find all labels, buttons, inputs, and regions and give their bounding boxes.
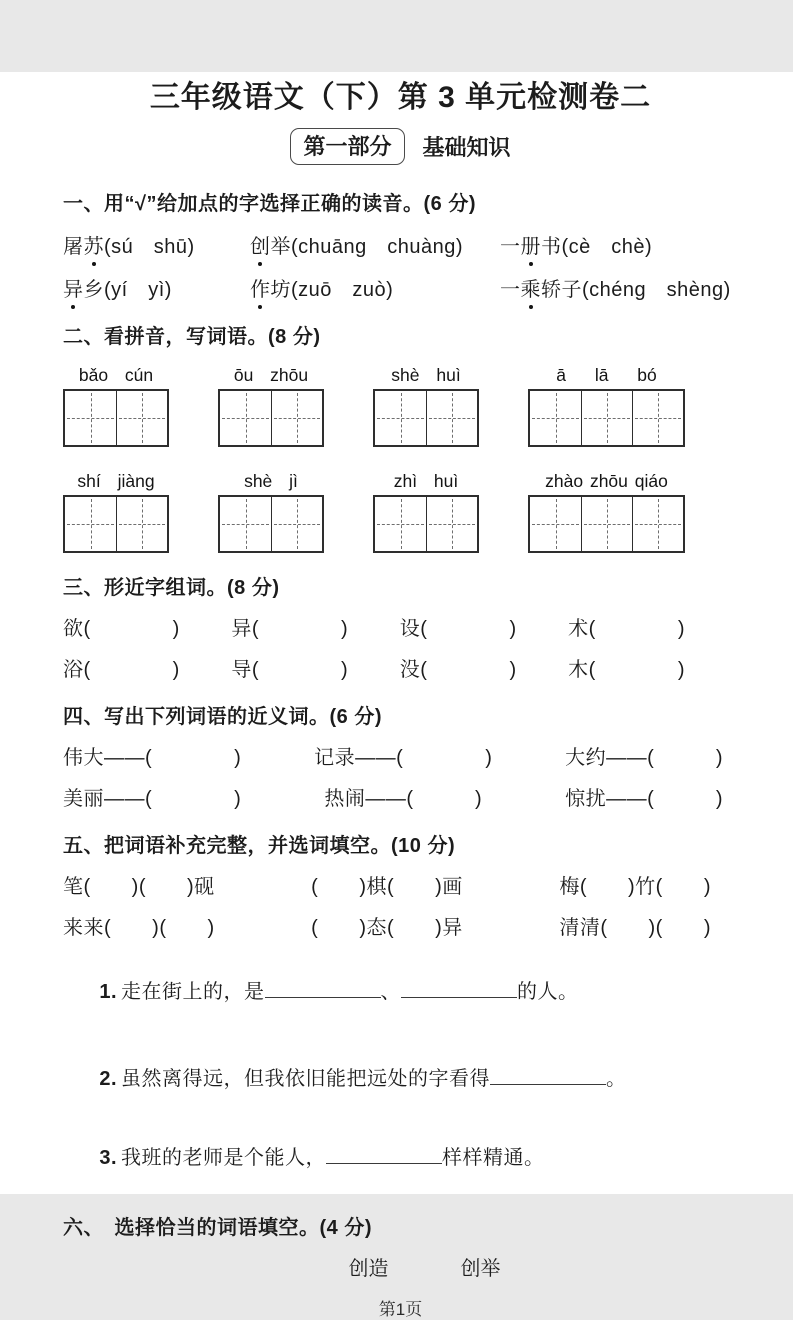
word-blank-item: 导( ) bbox=[231, 659, 349, 681]
section-4-row-1 bbox=[63, 741, 723, 770]
idiom-completion-item: ( )态( )异 bbox=[311, 917, 463, 939]
phrase-dotted-char: 作 bbox=[250, 273, 271, 302]
synonym-item: 惊扰——( ) bbox=[565, 788, 723, 810]
writing-cell bbox=[632, 391, 683, 445]
writing-cell bbox=[65, 391, 116, 445]
paper-content bbox=[0, 72, 793, 1320]
phrase-post: 书(cè chè) bbox=[541, 236, 653, 258]
writing-cell bbox=[426, 497, 477, 551]
pinyin-label: shí jiàng bbox=[77, 471, 155, 491]
fill-blank-line bbox=[490, 1064, 606, 1085]
pinyin-grid-group bbox=[63, 365, 169, 447]
fill-blank-line bbox=[326, 1143, 442, 1164]
pinyin-label: ōu zhōu bbox=[233, 365, 309, 385]
pinyin-grid-group bbox=[63, 471, 169, 553]
writing-cell bbox=[220, 497, 271, 551]
phonetic-item bbox=[500, 230, 652, 259]
idiom-completion-item: ( )棋( )画 bbox=[311, 876, 463, 898]
pinyin-label: shè huì bbox=[391, 365, 461, 385]
sentence-text: 。 bbox=[606, 1068, 627, 1090]
section-4-row-2 bbox=[63, 782, 723, 811]
pinyin-grid-row-2 bbox=[63, 471, 685, 553]
writing-cell bbox=[632, 497, 683, 551]
phrase-pre: 屠 bbox=[63, 236, 84, 258]
word-blank-item: 设( ) bbox=[399, 618, 517, 640]
page-title: 三年级语文（下）第 3 单元检测卷二 bbox=[149, 81, 652, 114]
synonym-item: 美丽——( ) bbox=[63, 788, 242, 810]
sentence-text: 走在街上的，是 bbox=[121, 981, 265, 1003]
phrase-dotted-char: 苏 bbox=[84, 230, 105, 259]
pinyin-grid-group bbox=[528, 471, 685, 553]
pinyin-label: shè jì bbox=[244, 471, 298, 491]
sentence-text: 我班的老师是个能人， bbox=[121, 1147, 327, 1169]
option-word: 创造 bbox=[348, 1258, 389, 1280]
phrase-post: 乡(yí yì) bbox=[83, 279, 172, 301]
section-2-heading: 二、看拼音，写词语。(8 分) bbox=[63, 326, 321, 348]
section-3-heading: 三、形近字组词。(8 分) bbox=[63, 577, 280, 599]
writing-grid bbox=[528, 389, 685, 447]
sentence-text: 、 bbox=[380, 981, 402, 1003]
word-blank-item: 异( ) bbox=[231, 618, 349, 640]
section-3-row-2 bbox=[63, 653, 685, 682]
pinyin-grid-group bbox=[373, 471, 479, 553]
phonetic-item bbox=[250, 273, 500, 302]
phrase-dotted-char: 异 bbox=[63, 273, 84, 302]
writing-grid bbox=[218, 389, 324, 447]
option-word: 创举 bbox=[460, 1258, 501, 1280]
idiom-completion-item: 笔( )( )砚 bbox=[63, 876, 215, 898]
writing-grid bbox=[63, 389, 169, 447]
pinyin-grid-row-1 bbox=[63, 365, 685, 447]
phrase-dotted-char: 创 bbox=[250, 230, 271, 259]
idiom-completion-item: 清清( )( ) bbox=[559, 917, 711, 939]
part-badge: 第一部分 bbox=[290, 128, 404, 165]
phonetic-item bbox=[500, 273, 731, 302]
word-blank-item: 欲( ) bbox=[63, 618, 180, 640]
section-1-heading: 一、用“√”给加点的字选择正确的读音。(6 分) bbox=[63, 193, 476, 215]
writing-cell bbox=[530, 497, 581, 551]
writing-cell bbox=[581, 391, 632, 445]
section-4-heading: 四、写出下列词语的近义词。(6 分) bbox=[63, 706, 382, 728]
synonym-item: 热闹——( ) bbox=[324, 788, 483, 810]
phrase-pre: 一 bbox=[500, 236, 521, 258]
synonym-item: 记录——( ) bbox=[314, 747, 493, 769]
phrase-post: 坊(zuō zuò) bbox=[270, 279, 394, 301]
writing-cell bbox=[220, 391, 271, 445]
fill-sentence-2 bbox=[63, 1039, 738, 1114]
pinyin-label: zhì huì bbox=[393, 471, 459, 491]
part-header bbox=[63, 128, 738, 165]
writing-cell bbox=[375, 497, 426, 551]
pinyin-label: zhào zhōu qiáo bbox=[545, 471, 668, 491]
writing-grid bbox=[528, 495, 685, 553]
phonetic-item bbox=[63, 230, 250, 259]
sentence-text: 样样精通。 bbox=[442, 1147, 545, 1169]
phrase-post: 轿子(chéng shèng) bbox=[541, 279, 731, 301]
writing-cell bbox=[581, 497, 632, 551]
writing-grid bbox=[63, 495, 169, 553]
writing-cell bbox=[271, 497, 322, 551]
word-blank-item: 没( ) bbox=[399, 659, 517, 681]
fill-sentence-1 bbox=[63, 952, 738, 1027]
word-blank-item: 浴( ) bbox=[63, 659, 180, 681]
item-number: 3. bbox=[99, 1147, 118, 1169]
item-number: 1. bbox=[99, 981, 118, 1003]
pinyin-label: bǎo cún bbox=[78, 365, 154, 385]
phonetic-item bbox=[250, 230, 500, 259]
sentence-text: 虽然离得远，但我依旧能把远处的字看得 bbox=[121, 1068, 491, 1090]
item-number: 2. bbox=[99, 1068, 118, 1090]
phrase-post: 举(chuāng chuàng) bbox=[270, 236, 464, 258]
section-5-row-1 bbox=[63, 870, 711, 899]
writing-cell bbox=[271, 391, 322, 445]
pinyin-grid-group bbox=[218, 471, 324, 553]
writing-cell bbox=[65, 497, 116, 551]
writing-cell bbox=[530, 391, 581, 445]
writing-grid bbox=[218, 495, 324, 553]
idiom-completion-item: 梅( )竹( ) bbox=[559, 876, 711, 898]
phrase-pre: 一 bbox=[500, 279, 521, 301]
idiom-completion-item: 来来( )( ) bbox=[63, 917, 215, 939]
pinyin-label: ā lā bó bbox=[556, 365, 657, 385]
word-blank-item: 木( ) bbox=[568, 659, 685, 681]
section-3-row-1 bbox=[63, 612, 685, 641]
writing-cell bbox=[116, 391, 167, 445]
word-blank-item: 术( ) bbox=[568, 618, 685, 640]
phonetic-item bbox=[63, 273, 250, 302]
pinyin-grid-group bbox=[373, 365, 479, 447]
writing-grid bbox=[373, 495, 479, 553]
writing-cell bbox=[116, 497, 167, 551]
section-5-row-2 bbox=[63, 911, 711, 940]
pinyin-grid-group bbox=[218, 365, 324, 447]
sentence-text: 的人。 bbox=[517, 981, 579, 1003]
synonym-item: 伟大——( ) bbox=[63, 747, 242, 769]
section-6-heading: 六、 选择恰当的词语填空。(4 分) bbox=[63, 1217, 372, 1239]
fill-blank-line bbox=[401, 977, 517, 998]
writing-cell bbox=[375, 391, 426, 445]
page-number: 第1页 bbox=[378, 1300, 423, 1319]
word-options bbox=[63, 1252, 738, 1281]
phrase-post: (sú shū) bbox=[104, 236, 195, 258]
test-paper-page bbox=[0, 72, 793, 1319]
section-1-row-1 bbox=[63, 230, 738, 259]
section-1-row-2 bbox=[63, 273, 738, 302]
fill-sentence-3 bbox=[63, 1118, 738, 1193]
phrase-dotted-char: 乘 bbox=[521, 273, 542, 302]
section-5-heading: 五、把词语补充完整，并选词填空。(10 分) bbox=[63, 835, 456, 857]
phrase-dotted-char: 册 bbox=[521, 230, 542, 259]
writing-grid bbox=[373, 389, 479, 447]
writing-cell bbox=[426, 391, 477, 445]
part-title: 基础知识 bbox=[422, 135, 511, 160]
fill-blank-line bbox=[265, 977, 381, 998]
synonym-item: 大约——( ) bbox=[565, 747, 723, 769]
pinyin-grid-group bbox=[528, 365, 685, 447]
